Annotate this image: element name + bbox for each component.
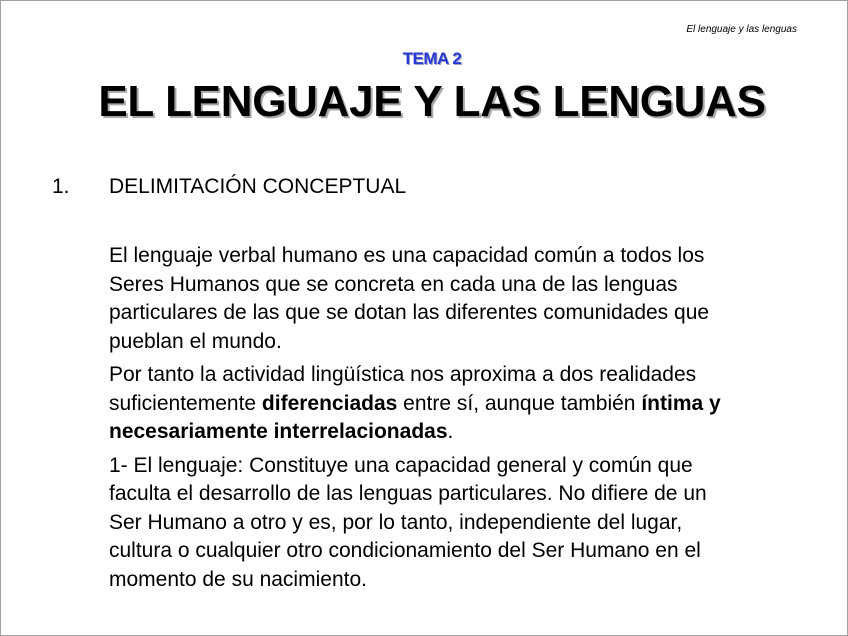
paragraph-1 [109, 242, 809, 356]
paragraph-line: particulares de las que se dotan las diferentes comunidades que [109, 301, 710, 324]
bold-term: diferenciadas [261, 391, 398, 415]
page-title: EL LENGUAJE Y LAS LENGUAS [98, 77, 766, 126]
text-run: entre sí, aunque también [397, 391, 642, 415]
paragraph-line: momento de su nacimiento. [109, 567, 367, 591]
paragraph-line: cultura o cualquier otro condicionamiento del Ser Humano en el [109, 539, 701, 562]
paragraph-line [109, 390, 809, 419]
paragraph-line: faculta el desarrollo de las lenguas particulares. No difiere de un [109, 482, 707, 505]
header-note: El lenguaje y las lenguas [686, 24, 797, 35]
section-title: DELIMITACIÓN CONCEPTUAL [109, 175, 407, 198]
paragraph-line: 1- El lenguaje: Constituye una capacidad general y común que [109, 453, 693, 477]
paragraph-2 [109, 361, 809, 447]
tema-label: TEMA 2 [402, 49, 462, 68]
paragraph-line: El lenguaje verbal humano es una capacidad común a todos los [109, 244, 705, 267]
paragraph-line: Ser Humano a otro y es, por lo tanto, independiente del lugar, [109, 510, 683, 534]
text-run: suficientemente [109, 391, 262, 415]
body-text [109, 242, 809, 599]
bold-term: necesariamente interrelacionadas [109, 420, 448, 443]
paragraph-line [109, 418, 809, 447]
paragraph-line: Seres Humanos que se concreta en cada una de las lenguas [109, 272, 678, 296]
text-run: . [447, 420, 454, 443]
paragraph-line: pueblan el mundo. [109, 329, 282, 353]
paragraph-3 [109, 452, 809, 595]
bold-term: íntima y [641, 391, 721, 415]
section-number: 1. [52, 175, 70, 198]
paragraph-line: Por tanto la actividad lingüística nos aproxima a dos realidades [109, 363, 697, 386]
